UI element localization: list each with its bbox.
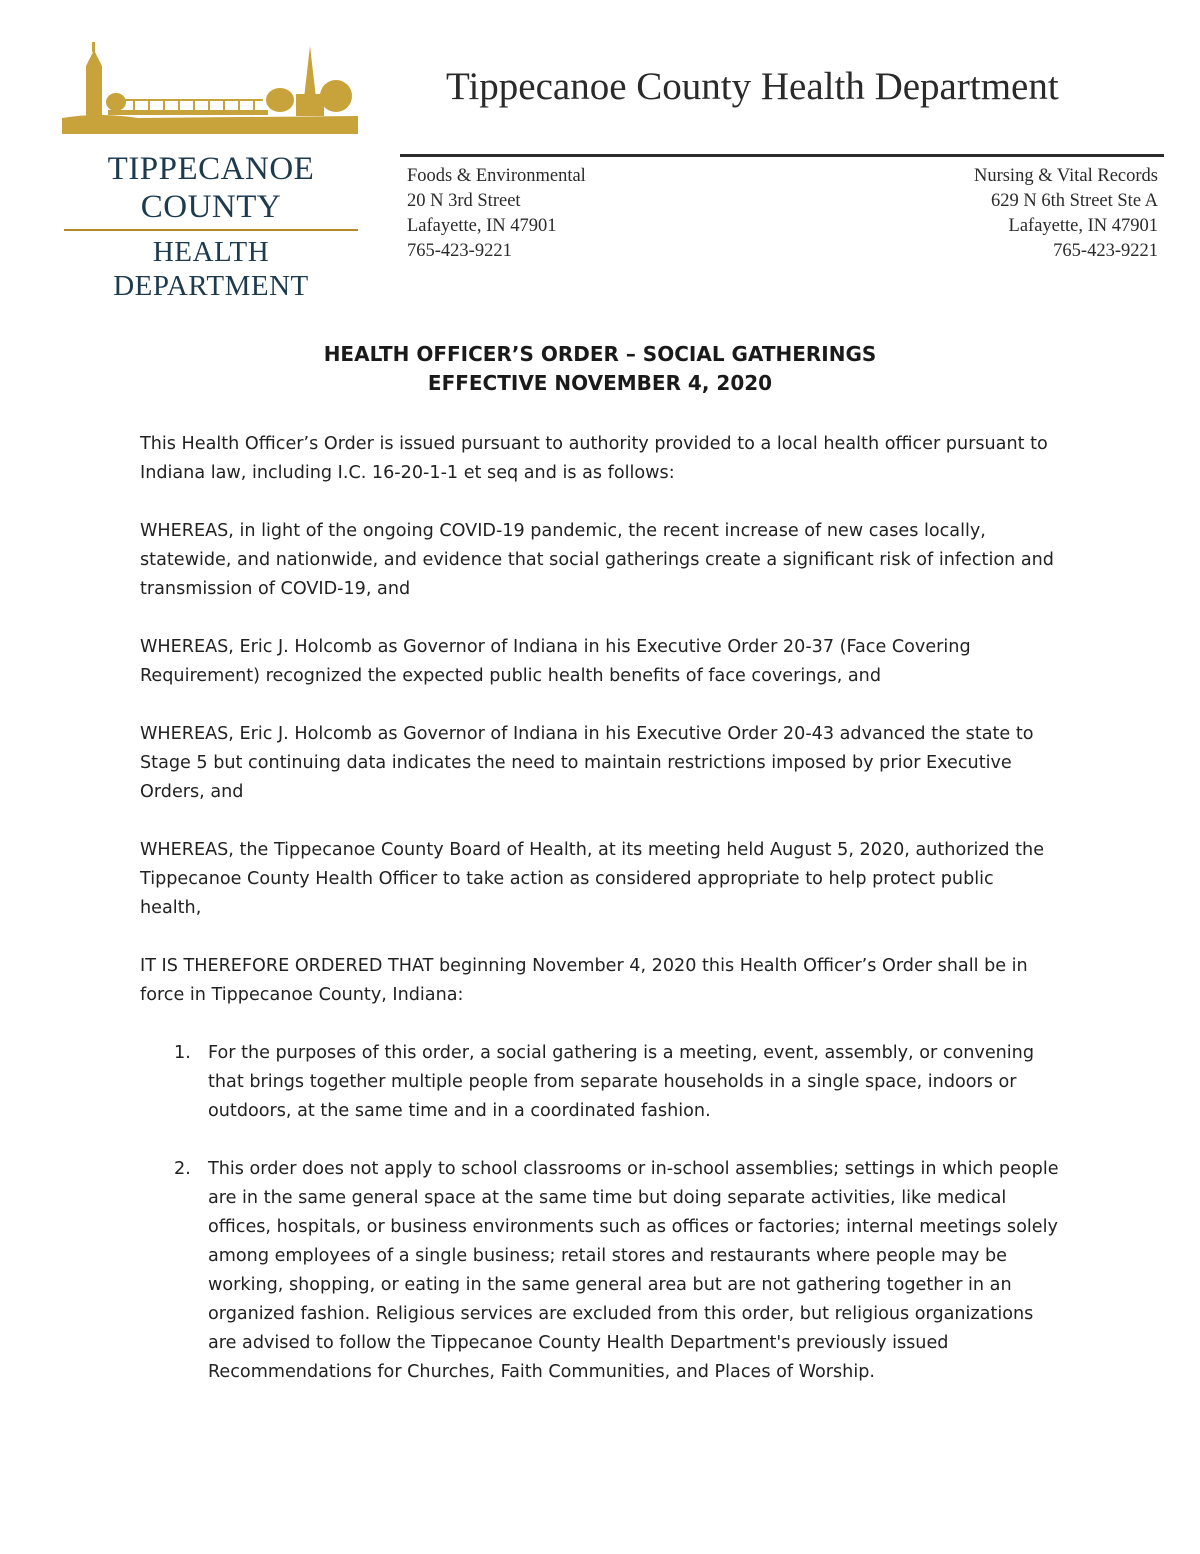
department-title: Tippecanoe County Health Department — [446, 65, 1059, 108]
address-city: Lafayette, IN 47901 — [407, 216, 557, 236]
address-phone: 765-423-9221 — [407, 241, 512, 261]
list-item — [140, 1155, 1060, 1387]
address-nursing-vital-records — [974, 164, 1158, 264]
whereas-paragraph: WHEREAS, Eric J. Holcomb as Governor of Indiana in his Executive Order 20-43 advanced the state to Stage 5 but continuing data indicates the need to maintain restrictions imposed by prior Executive Orders, and — [140, 724, 1034, 802]
list-item-text: This order does not apply to school classrooms or in-school assemblies; settings in which people are in the same general space at the same time but doing separate activities, like medical offices, hospitals, or business environments such as offices or factories; internal meetings solely among employees of a single business; retail stores and restaurants where people may be working, shopping, or eating in the same general area but are not gathering together in an organized fashion. Religious services are excluded from this order, but religious organizations are advised to follow the Tippecanoe County Health Department's previously issued Recommendations for Churches, Faith Communities, and Places of Worship. — [208, 1159, 1059, 1382]
logo-wordmark — [58, 150, 364, 303]
ordered-paragraph: IT IS THEREFORE ORDERED THAT beginning November 4, 2020 this Health Officer’s Order shall be in force in Tippecanoe County, Indiana: — [140, 956, 1028, 1005]
list-item-number: 2. — [174, 1159, 191, 1179]
order-title-line-2: EFFECTIVE NOVEMBER 4, 2020 — [427, 371, 773, 395]
address-foods-environmental — [407, 164, 586, 264]
order-body — [140, 430, 1060, 1416]
intro-paragraph: This Health Officer’s Order is issued pursuant to authority provided to a local health officer pursuant to Indiana law, including I.C. 16-20-1-1 et seq and is as follows: — [140, 434, 1048, 483]
order-title-line-1: HEALTH OFFICER’S ORDER – SOCIAL GATHERINGS — [323, 342, 877, 366]
whereas-paragraph: WHEREAS, Eric J. Holcomb as Governor of Indiana in his Executive Order 20-37 (Face Covering Requirement) recognized the expected public health benefits of face coverings, and — [140, 637, 971, 686]
county-skyline-logo-icon — [58, 38, 358, 138]
order-items-list — [140, 1039, 1060, 1387]
logo-line-2: HEALTH DEPARTMENT — [113, 236, 309, 302]
order-title — [0, 340, 1200, 398]
logo-line-1: TIPPECANOE COUNTY — [107, 151, 315, 225]
list-item-text: For the purposes of this order, a social gathering is a meeting, event, assembly, or convening that brings together multiple people from separate households in a single space, indoors or outdoors, at the same time and in a coordinated fashion. — [208, 1043, 1035, 1121]
list-item-number: 1. — [174, 1043, 191, 1063]
header-rule — [400, 154, 1164, 157]
address-name: Nursing & Vital Records — [973, 166, 1158, 186]
address-phone: 765-423-9221 — [1053, 241, 1158, 261]
whereas-paragraph: WHEREAS, the Tippecanoe County Board of Health, at its meeting held August 5, 2020, authorized the Tippecanoe County Health Officer to take action as considered appropriate to help protect public health, — [140, 840, 1045, 918]
address-street: 20 N 3rd Street — [407, 191, 521, 211]
address-city: Lafayette, IN 47901 — [1008, 216, 1158, 236]
address-street: 629 N 6th Street Ste A — [990, 191, 1158, 211]
whereas-paragraph: WHEREAS, in light of the ongoing COVID-19 pandemic, the recent increase of new cases locally, statewide, and nationwide, and evidence that social gatherings create a significant risk of infection and transmission of COVID-19, and — [140, 521, 1054, 599]
address-name: Foods & Environmental — [407, 166, 586, 186]
logo-divider — [64, 229, 358, 231]
list-item — [140, 1039, 1060, 1126]
